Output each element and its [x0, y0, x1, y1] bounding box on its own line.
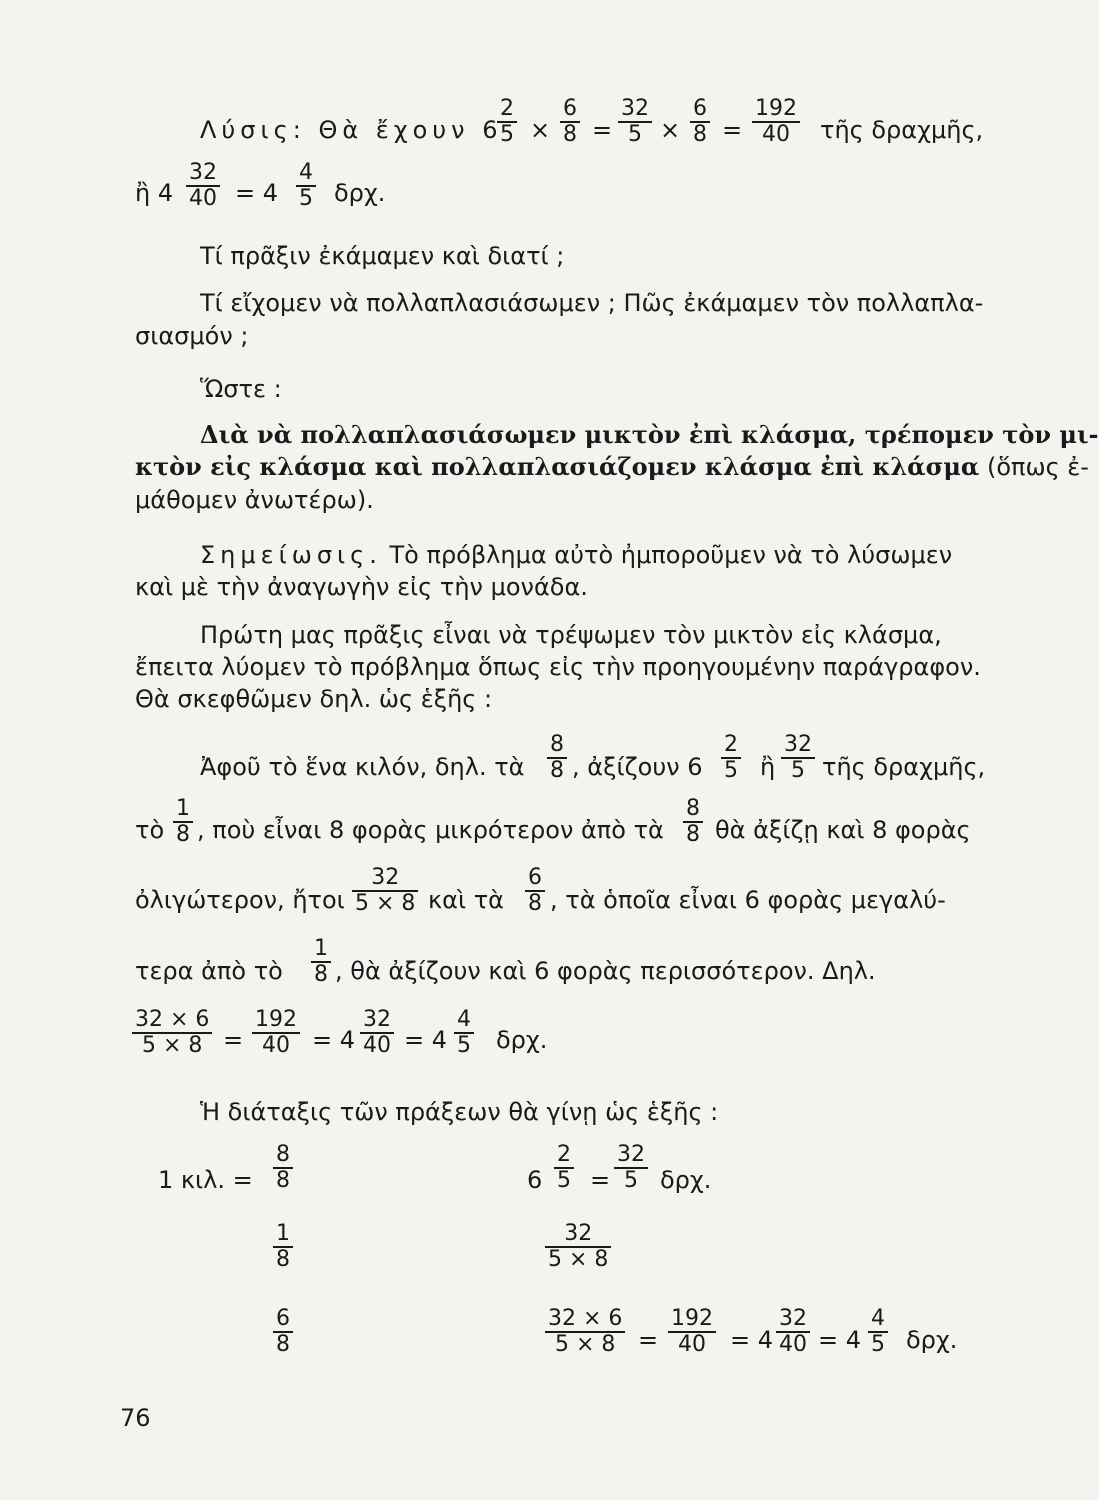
equals-sign: = — [590, 1166, 611, 1194]
text: τὸ — [135, 816, 165, 844]
fraction — [273, 1222, 293, 1272]
fraction — [776, 1307, 810, 1357]
text: 1 κιλ. = — [158, 1166, 253, 1194]
text: ὀλιγώτερον, ἤτοι — [135, 886, 345, 914]
rule-rest: (ὅπως ἐ- — [979, 453, 1089, 481]
denominator: 8 — [547, 757, 567, 783]
hoste: Ὥστε : — [200, 375, 282, 403]
denominator: 8 — [683, 821, 703, 847]
numerator: 192 — [755, 96, 797, 121]
text: τῆς δραχμῆς, — [820, 116, 984, 144]
paragraph-line-1: Πρώτη μας πρᾶξις εἶναι νὰ τρέψωμεν τὸν μικτὸν εἰς κλάσμα, — [200, 621, 942, 649]
denominator: 8 — [173, 821, 193, 847]
denominator: 8 — [525, 890, 545, 916]
paragraph-line-3: Θὰ σκεφθῶμεν δηλ. ὡς ἑξῆς : — [135, 685, 493, 713]
text: = 4 — [818, 1326, 862, 1354]
denominator: 8 — [560, 121, 580, 147]
numerator: 32 — [621, 96, 649, 121]
note-line-1 — [200, 540, 952, 570]
fraction — [690, 97, 710, 147]
page-number: 76 — [120, 1404, 151, 1432]
fraction — [721, 733, 741, 783]
numerator: 6 — [693, 96, 707, 121]
rule-line-3: μάθομεν ἀνωτέρω). — [135, 486, 374, 514]
denominator: 8 — [311, 961, 331, 987]
numerator: 6 — [563, 96, 577, 121]
note-line-2: καὶ μὲ τὴν ἀναγωγὴν εἰς τὴν μονάδα. — [135, 573, 588, 601]
fraction — [132, 1008, 212, 1058]
text: = 4 — [235, 179, 279, 207]
fraction — [311, 937, 331, 987]
question-1: Τί πρᾶξιν ἐκάμαμεν καὶ διατί ; — [200, 242, 565, 270]
fraction — [618, 97, 652, 147]
denominator: 5 — [454, 1032, 474, 1058]
numerator: 32 × 6 — [135, 1007, 210, 1032]
equals-sign: = — [223, 1026, 244, 1054]
text: Ἀφοῦ τὸ ἕνα κιλόν, δηλ. τὰ — [200, 753, 525, 781]
text: , τὰ ὁποῖα εἶναι 6 φορὰς μεγαλύ- — [550, 886, 946, 914]
times-sign: × — [530, 116, 551, 144]
numerator: 2 — [557, 1142, 571, 1167]
fraction — [614, 1143, 648, 1193]
numerator: 32 — [617, 1142, 645, 1167]
note-label: Σημείωσις. — [200, 541, 382, 569]
denominator: 40 — [776, 1331, 810, 1357]
numerator: 32 — [189, 160, 217, 185]
denominator: 8 — [273, 1167, 293, 1193]
numerator: 2 — [724, 732, 738, 757]
text: 6 — [527, 1166, 543, 1194]
fraction — [752, 97, 800, 147]
solution-prefix: Λύσις: Θὰ ἔχουν 6 — [200, 116, 503, 144]
fraction — [554, 1143, 574, 1193]
numerator: 4 — [871, 1306, 885, 1331]
fraction — [547, 733, 567, 783]
fraction — [683, 797, 703, 847]
text: , ἀξίζουν 6 — [572, 753, 703, 781]
solution-line-1 — [200, 115, 503, 145]
denominator: 40 — [360, 1032, 394, 1058]
numerator: 6 — [276, 1306, 290, 1331]
text: ἢ 4 — [135, 179, 174, 207]
numerator: 1 — [314, 936, 328, 961]
text: τῆς δραχμῆς, — [822, 753, 986, 781]
text: , ποὺ εἶναι 8 φορὰς μικρότερον ἀπὸ τὰ — [197, 816, 664, 844]
fraction — [252, 1008, 300, 1058]
fraction — [173, 797, 193, 847]
fraction — [296, 161, 316, 211]
denominator: 5 — [618, 121, 652, 147]
text: = 4 — [312, 1026, 356, 1054]
denominator: 40 — [252, 1032, 300, 1058]
text: δρχ. — [334, 179, 386, 207]
fraction — [781, 733, 815, 783]
fraction — [454, 1008, 474, 1058]
denominator: 5 — [296, 185, 316, 211]
numerator: 1 — [176, 796, 190, 821]
denominator: 40 — [186, 185, 220, 211]
numerator: 6 — [528, 865, 542, 890]
numerator: 1 — [276, 1221, 290, 1246]
fraction — [560, 97, 580, 147]
denominator: 40 — [752, 121, 800, 147]
rule-line-2 — [135, 452, 1089, 482]
rule-bold: κτὸν εἰς κλάσμα καὶ πολλαπλασιάζομεν κλάσμα ἐπὶ κλάσμα — [135, 452, 980, 481]
numerator: 32 — [784, 732, 812, 757]
note-rest: Τὸ πρόβλημα αὐτὸ ἠμποροῦμεν νὰ τὸ λύσωμεν — [381, 541, 953, 569]
denominator: 5 × 8 — [132, 1032, 212, 1058]
times-sign: × — [660, 116, 681, 144]
numerator: 4 — [299, 160, 313, 185]
numerator: 32 — [371, 865, 400, 890]
fraction — [273, 1143, 293, 1193]
question-2: Τί εἴχομεν νὰ πολλαπλασιάσωμεν ; Πῶς ἐκάμαμεν τὸν πολλαπλα- — [200, 289, 984, 317]
text: τερα ἀπὸ τὸ — [135, 957, 283, 985]
fraction — [868, 1307, 888, 1357]
fraction — [525, 866, 545, 916]
rule-line-1: Διὰ νὰ πολλαπλασιάσωμεν μικτὸν ἐπὶ κλάσμα, τρέπομεν τὸν μι- — [200, 420, 1099, 449]
text: θὰ ἀξίζῃ καὶ 8 φορὰς — [715, 816, 971, 844]
numerator: 192 — [255, 1007, 297, 1032]
denominator: 5 — [497, 121, 517, 147]
numerator: 32 — [363, 1007, 391, 1032]
text: = 4 — [730, 1326, 774, 1354]
equals-sign: = — [592, 116, 613, 144]
text: ἢ — [760, 753, 776, 781]
numerator: 32 — [564, 1221, 593, 1246]
fraction — [273, 1307, 293, 1357]
text: δρχ. — [496, 1026, 548, 1054]
text: καὶ τὰ — [428, 886, 504, 914]
denominator: 5 — [868, 1331, 888, 1357]
denominator: 8 — [273, 1331, 293, 1357]
text: δρχ. — [660, 1166, 712, 1194]
numerator: 8 — [550, 732, 564, 757]
denominator: 8 — [690, 121, 710, 147]
text: , θὰ ἀξίζουν καὶ 6 φορὰς περισσότερον. Δηλ. — [335, 957, 876, 985]
denominator: 5 × 8 — [545, 1331, 625, 1357]
denominator: 5 — [721, 757, 741, 783]
text: = 4 — [404, 1026, 448, 1054]
fraction — [360, 1008, 394, 1058]
paragraph-line-2: ἔπειτα λύομεν τὸ πρόβλημα ὅπως εἰς τὴν προηγουμένην παράγραφον. — [135, 653, 981, 681]
arrangement-title: Ἡ διάταξις τῶν πράξεων θὰ γίνῃ ὡς ἑξῆς : — [200, 1098, 719, 1126]
denominator: 40 — [668, 1331, 716, 1357]
text: δρχ. — [906, 1326, 958, 1354]
fraction — [545, 1307, 625, 1357]
fraction — [186, 161, 220, 211]
numerator: 32 × 6 — [548, 1306, 623, 1331]
denominator: 5 — [554, 1167, 574, 1193]
denominator: 5 × 8 — [545, 1246, 611, 1272]
equals-sign: = — [638, 1326, 659, 1354]
numerator: 8 — [276, 1142, 290, 1167]
equals-sign: = — [722, 116, 743, 144]
denominator: 5 × 8 — [352, 890, 418, 916]
numerator: 32 — [779, 1306, 807, 1331]
numerator: 4 — [457, 1007, 471, 1032]
numerator: 192 — [671, 1306, 713, 1331]
denominator: 8 — [273, 1246, 293, 1272]
numerator: 8 — [686, 796, 700, 821]
denominator: 5 — [614, 1167, 648, 1193]
fraction — [497, 97, 517, 147]
denominator: 5 — [781, 757, 815, 783]
numerator: 2 — [500, 96, 514, 121]
fraction — [545, 1222, 611, 1272]
fraction — [668, 1307, 716, 1357]
fraction — [352, 866, 418, 916]
question-2-cont: σιασμόν ; — [135, 322, 249, 350]
